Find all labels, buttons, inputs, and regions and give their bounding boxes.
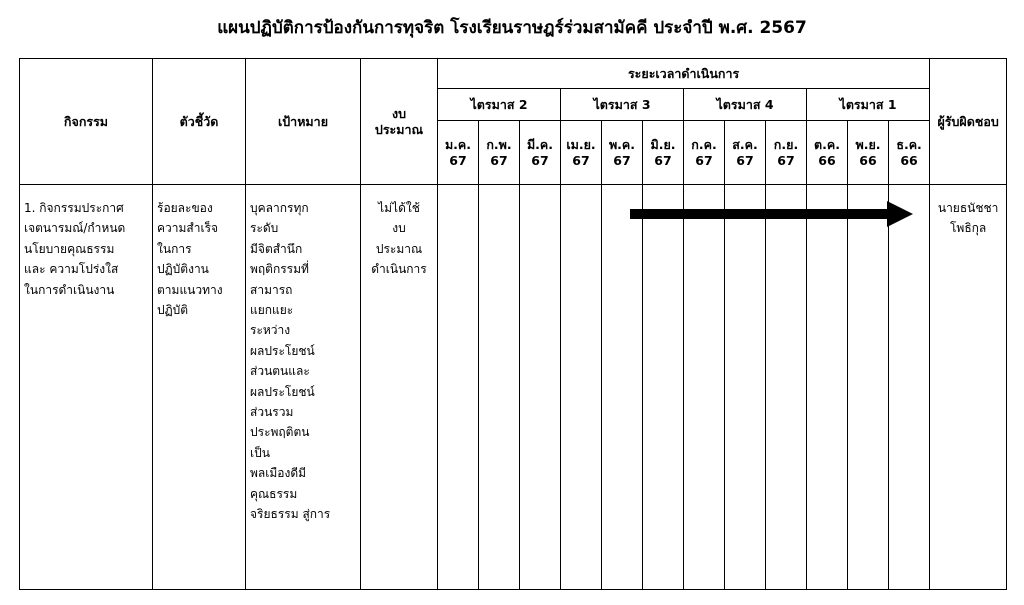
- header-activity: กิจกรรม: [20, 59, 153, 185]
- month-header: ม.ค. 67: [438, 121, 479, 185]
- month-header: พ.ย. 66: [848, 121, 889, 185]
- month-cell: [561, 185, 602, 590]
- header-budget: งบ ประมาณ: [361, 59, 438, 185]
- responsible-cell: นายธนัชชา โพธิกุล: [930, 185, 1007, 590]
- table-row: [20, 185, 1007, 590]
- month-cell: [643, 185, 684, 590]
- month-cell: [520, 185, 561, 590]
- month-header: ก.ย. 67: [766, 121, 807, 185]
- month-header: ธ.ค. 66: [889, 121, 930, 185]
- month-header: เม.ย. 67: [561, 121, 602, 185]
- quarter-header: ไตรมาส 1: [807, 89, 930, 121]
- month-cell: [766, 185, 807, 590]
- target-cell: บุคลากรทุก ระดับ มีจิตสำนึก พฤติกรรมที่ สามารถ แยกแยะ ระหว่าง ผลประโยชน์ ส่วนตนและ ผลประโยชน์ ส่วนรวม ประพฤติตน เป็น พลเมืองดีมี คุณธรรม จริยธรรม สู่การ: [246, 185, 361, 590]
- header-indicator: ตัวชี้วัด: [153, 59, 246, 185]
- month-header: ก.พ. 67: [479, 121, 520, 185]
- month-cell: [725, 185, 766, 590]
- header-responsible: ผู้รับผิดชอบ: [930, 59, 1007, 185]
- quarter-header: ไตรมาส 4: [684, 89, 807, 121]
- budget-cell: ไม่ได้ใช้ งบ ประมาณ ดำเนินการ: [361, 185, 438, 590]
- month-header: ต.ค. 66: [807, 121, 848, 185]
- month-cell: [889, 185, 930, 590]
- month-header: พ.ค. 67: [602, 121, 643, 185]
- month-cell: [479, 185, 520, 590]
- quarter-header: ไตรมาส 3: [561, 89, 684, 121]
- indicator-cell: ร้อยละของ ความสำเร็จ ในการ ปฏิบัติงาน ตามแนวทาง ปฏิบัติ: [153, 185, 246, 590]
- timeline-arrow-shaft: [630, 209, 887, 219]
- month-header: ก.ค. 67: [684, 121, 725, 185]
- header-period: ระยะเวลาดำเนินการ: [438, 59, 930, 89]
- quarter-header: ไตรมาส 2: [438, 89, 561, 121]
- month-cell: [684, 185, 725, 590]
- month-cell: [807, 185, 848, 590]
- month-cell: [438, 185, 479, 590]
- page-title: แผนปฏิบัติการป้องกันการทุจริต โรงเรียนราษฎร์ร่วมสามัคคี ประจำปี พ.ศ. 2567: [217, 18, 807, 38]
- month-header: มี.ค. 67: [520, 121, 561, 185]
- timeline-arrow: [419, 192, 919, 222]
- action-plan-table: [19, 58, 1007, 590]
- header-target: เป้าหมาย: [246, 59, 361, 185]
- month-cell: [848, 185, 889, 590]
- month-header: ส.ค. 67: [725, 121, 766, 185]
- month-cell: [602, 185, 643, 590]
- arrow-right-icon: [887, 201, 913, 227]
- month-header: มิ.ย. 67: [643, 121, 684, 185]
- activity-cell: 1. กิจกรรมประกาศ เจตนารมณ์/กำหนด นโยบายคุณธรรม และ ความโปร่งใส ในการดำเนินงาน: [20, 185, 153, 590]
